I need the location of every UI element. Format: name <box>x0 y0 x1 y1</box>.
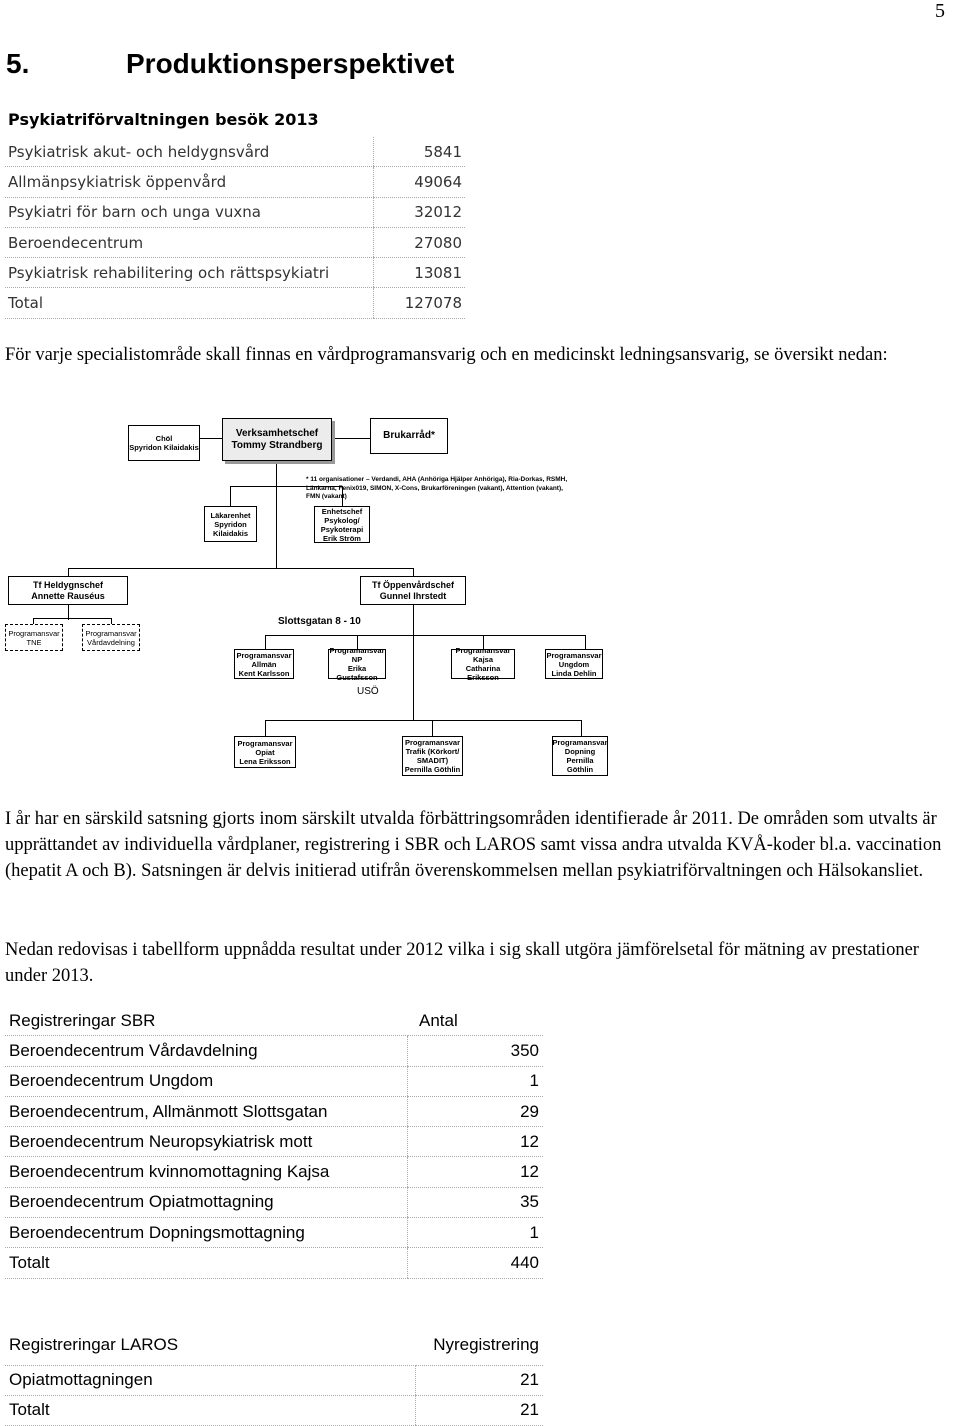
table-row <box>5 1218 543 1248</box>
box-line: Spyridon Kilaidakis <box>129 443 199 452</box>
connector-line <box>33 618 111 619</box>
header-cell: Nyregistrering <box>415 1325 543 1365</box>
row-label: Beroendecentrum Dopningsmottagning <box>5 1218 407 1248</box>
table-row <box>5 288 465 318</box>
box-line: Dopning <box>564 747 596 756</box>
row-label: Beroendecentrum Neuropsykiatrisk mott <box>5 1127 407 1157</box>
box-line: Opiat <box>255 747 275 757</box>
row-label: Beroendecentrum, Allmänmott Slottsgatan <box>5 1096 407 1126</box>
row-value: 5841 <box>374 137 466 167</box>
row-value: 21 <box>415 1395 543 1425</box>
table-row <box>5 1248 543 1278</box>
header-cell: Registreringar LAROS <box>5 1325 415 1365</box>
table-row <box>5 1157 543 1187</box>
laros-table <box>5 1325 543 1426</box>
slottsgatan-label: Slottsgatan 8 - 10 <box>278 616 361 627</box>
box-line: Erika Gustafsson <box>336 664 378 682</box>
box-line: Erik Ström <box>323 533 361 543</box>
box-line: Programansvar <box>546 650 602 660</box>
brukarrad-footnote: * 11 organisationer – Verdandi, AHA (Anhöriga Hjälper Anhöriga), Ria-Dorkas, RSMH, Länkarna, Fenix019, SIMON, X-Cons, Brukarföreningen (vakant), Attention (vakant), FMN (vakant) <box>306 476 568 500</box>
row-label: Totalt <box>5 1248 407 1278</box>
intro-paragraph: För varje specialistområde skall finnas en vårdprogramansvarig och en medicinskt ledningsansvarig, se översikt nedan: <box>5 345 888 365</box>
heading-title: Produktionsperspektivet <box>126 48 455 79</box>
connector-line <box>265 720 266 736</box>
box-line: Psykolog/ <box>324 515 360 525</box>
header-cell: Registreringar SBR <box>5 1006 407 1036</box>
brukarrad-box <box>370 418 448 454</box>
box-line: Kent Karlsson <box>238 668 290 678</box>
row-value: 12 <box>407 1157 543 1187</box>
visit-table <box>5 137 465 319</box>
box-line: Programansvar <box>455 646 511 655</box>
connector-line <box>265 635 585 636</box>
connector-line <box>413 605 414 721</box>
box-line: Programansvar <box>329 646 385 655</box>
box-line: Enhetschef <box>321 506 363 516</box>
programansvar-dopning-box <box>552 736 608 776</box>
programansvar-vardavdelning-box <box>82 624 140 651</box>
box-line: Programansvar <box>552 738 608 747</box>
connector-line <box>413 568 414 576</box>
programansvar-tne-box <box>5 624 63 651</box>
table-row <box>5 137 465 167</box>
row-value: 1 <box>407 1066 543 1096</box>
box-line: Lena Eriksson <box>239 756 291 766</box>
table-row <box>5 1127 543 1157</box>
box-line: Programansvar <box>404 738 461 747</box>
box-line: Vårdavdelning <box>87 637 135 647</box>
connector-line <box>581 720 582 736</box>
row-value: 49064 <box>374 167 466 197</box>
row-value: 350 <box>407 1036 543 1066</box>
connector-line <box>230 486 231 506</box>
box-line: Gunnel Ihrstedt <box>379 590 447 601</box>
programansvar-opiat-box <box>234 736 296 768</box>
box-line: SMADIT) <box>416 756 449 765</box>
row-label: Opiatmottagningen <box>5 1365 415 1395</box>
row-label: Beroendecentrum <box>5 227 374 257</box>
page-heading <box>6 48 454 80</box>
row-value: 27080 <box>374 227 466 257</box>
box-line: Ungdom <box>558 659 590 669</box>
row-label: Beroendecentrum Ungdom <box>5 1066 407 1096</box>
table-header <box>5 1325 543 1365</box>
box-line: Programansvar <box>236 650 292 660</box>
verksamhetschef-box <box>222 418 332 461</box>
heldygnschef-box <box>8 576 128 605</box>
chol-box <box>128 425 200 461</box>
table-header <box>5 1006 543 1036</box>
box-line: Programansvar <box>237 738 293 748</box>
box-line: Brukarråd* <box>383 430 435 441</box>
row-value: 32012 <box>374 197 466 227</box>
box-line: Kilaidakis <box>212 528 249 538</box>
box-line: Chöl <box>155 434 173 443</box>
row-label: Psykiatri för barn och unga vuxna <box>5 197 374 227</box>
connector-line <box>332 438 370 439</box>
row-value: 29 <box>407 1096 543 1126</box>
box-line: Annette Rauséus <box>31 590 105 601</box>
connector-line <box>68 568 413 569</box>
row-value: 35 <box>407 1187 543 1217</box>
lakarenhet-box <box>204 506 257 542</box>
box-line: Kajsa <box>472 655 493 664</box>
table-row <box>5 1096 543 1126</box>
jamforelse-paragraph: Nedan redovisas i tabellform uppnådda resultat under 2012 vilka i sig skall utgöra jämförelsetal för mätning av prestationer under 2013. <box>5 940 919 986</box>
box-line: Verksamhetschef <box>235 427 319 439</box>
connector-line <box>200 438 222 439</box>
box-line: Trafik (Körkort/ <box>405 747 460 756</box>
box-line: Allmän <box>251 659 277 669</box>
box-line: TNE <box>26 637 42 647</box>
box-line: Linda Dehlin <box>551 668 597 678</box>
visit-table-title: Psykiatriförvaltningen besök 2013 <box>8 110 319 129</box>
box-line: Programansvar <box>85 628 137 638</box>
table-row <box>5 197 465 227</box>
connector-line <box>68 568 69 576</box>
box-line: Psykoterapi <box>320 524 364 534</box>
row-label: Psykiatrisk rehabilitering och rättspsykiatri <box>5 258 374 288</box>
table-row <box>5 1395 543 1425</box>
programansvar-allman-box <box>234 649 294 679</box>
row-value: 21 <box>415 1365 543 1395</box>
oppenvardschef-box <box>360 576 466 605</box>
programansvar-np-box <box>328 646 386 682</box>
box-line: NP <box>351 655 363 664</box>
programansvar-kajsa-box <box>451 646 515 682</box>
enhetschef-box <box>314 506 370 543</box>
row-label: Total <box>5 288 374 318</box>
connector-line <box>276 461 277 569</box>
heading-number: 5. <box>6 48 30 79</box>
connector-line <box>265 635 266 649</box>
box-line: Tf Heldygnschef <box>32 579 103 590</box>
sbr-table <box>5 1006 543 1279</box>
table-row <box>5 1187 543 1217</box>
connector-line <box>585 635 586 649</box>
page-number: 5 <box>935 0 945 22</box>
row-label: Beroendecentrum kvinnomottagning Kajsa <box>5 1157 407 1187</box>
table-row <box>5 258 465 288</box>
row-value: 440 <box>407 1248 543 1278</box>
uso-label: USÖ <box>357 686 379 697</box>
table-row <box>5 1066 543 1096</box>
box-line: Catharina Eriksson <box>465 664 501 682</box>
box-line: Läkarenhet <box>210 510 251 520</box>
box-line: Pernilla Göthlin <box>566 756 594 774</box>
table-row <box>5 1365 543 1395</box>
row-label: Psykiatrisk akut- och heldygnsvård <box>5 137 374 167</box>
box-line: Tf Öppenvårdschef <box>371 579 454 590</box>
table-row <box>5 227 465 257</box>
satsning-paragraph: I år har en särskild satsning gjorts inom särskilt utvalda förbättringsområden identifierade år 2011. De områden som utvalts är upprättandet av individuella vårdplaner, registrering i SBR och LAROS samt vissa andra utvalda KVÅ-koder bl.a. vaccination (hepatit A och B). Satsningen är delvis initierad utifrån överenskommelsen mellan psykiatriförvaltningen och Hälsokansliet. <box>5 809 942 881</box>
row-label: Totalt <box>5 1395 415 1425</box>
row-value: 1 <box>407 1218 543 1248</box>
row-value: 13081 <box>374 258 466 288</box>
row-label: Allmänpsykiatrisk öppenvård <box>5 167 374 197</box>
row-label: Beroendecentrum Opiatmottagning <box>5 1187 407 1217</box>
connector-line <box>432 720 433 736</box>
row-value: 127078 <box>374 288 466 318</box>
box-line: Programansvar <box>8 628 60 638</box>
programansvar-ungdom-box <box>545 649 603 679</box>
connector-line <box>265 720 581 721</box>
row-label: Beroendecentrum Vårdavdelning <box>5 1036 407 1066</box>
header-cell: Antal <box>407 1006 543 1036</box>
box-line: Tommy Strandberg <box>231 439 323 451</box>
row-value: 12 <box>407 1127 543 1157</box>
programansvar-trafik-box <box>402 736 463 776</box>
table-row <box>5 1036 543 1066</box>
box-line: Spyridon <box>214 519 247 529</box>
box-line: Pernilla Göthlin <box>404 765 461 774</box>
table-row <box>5 167 465 197</box>
